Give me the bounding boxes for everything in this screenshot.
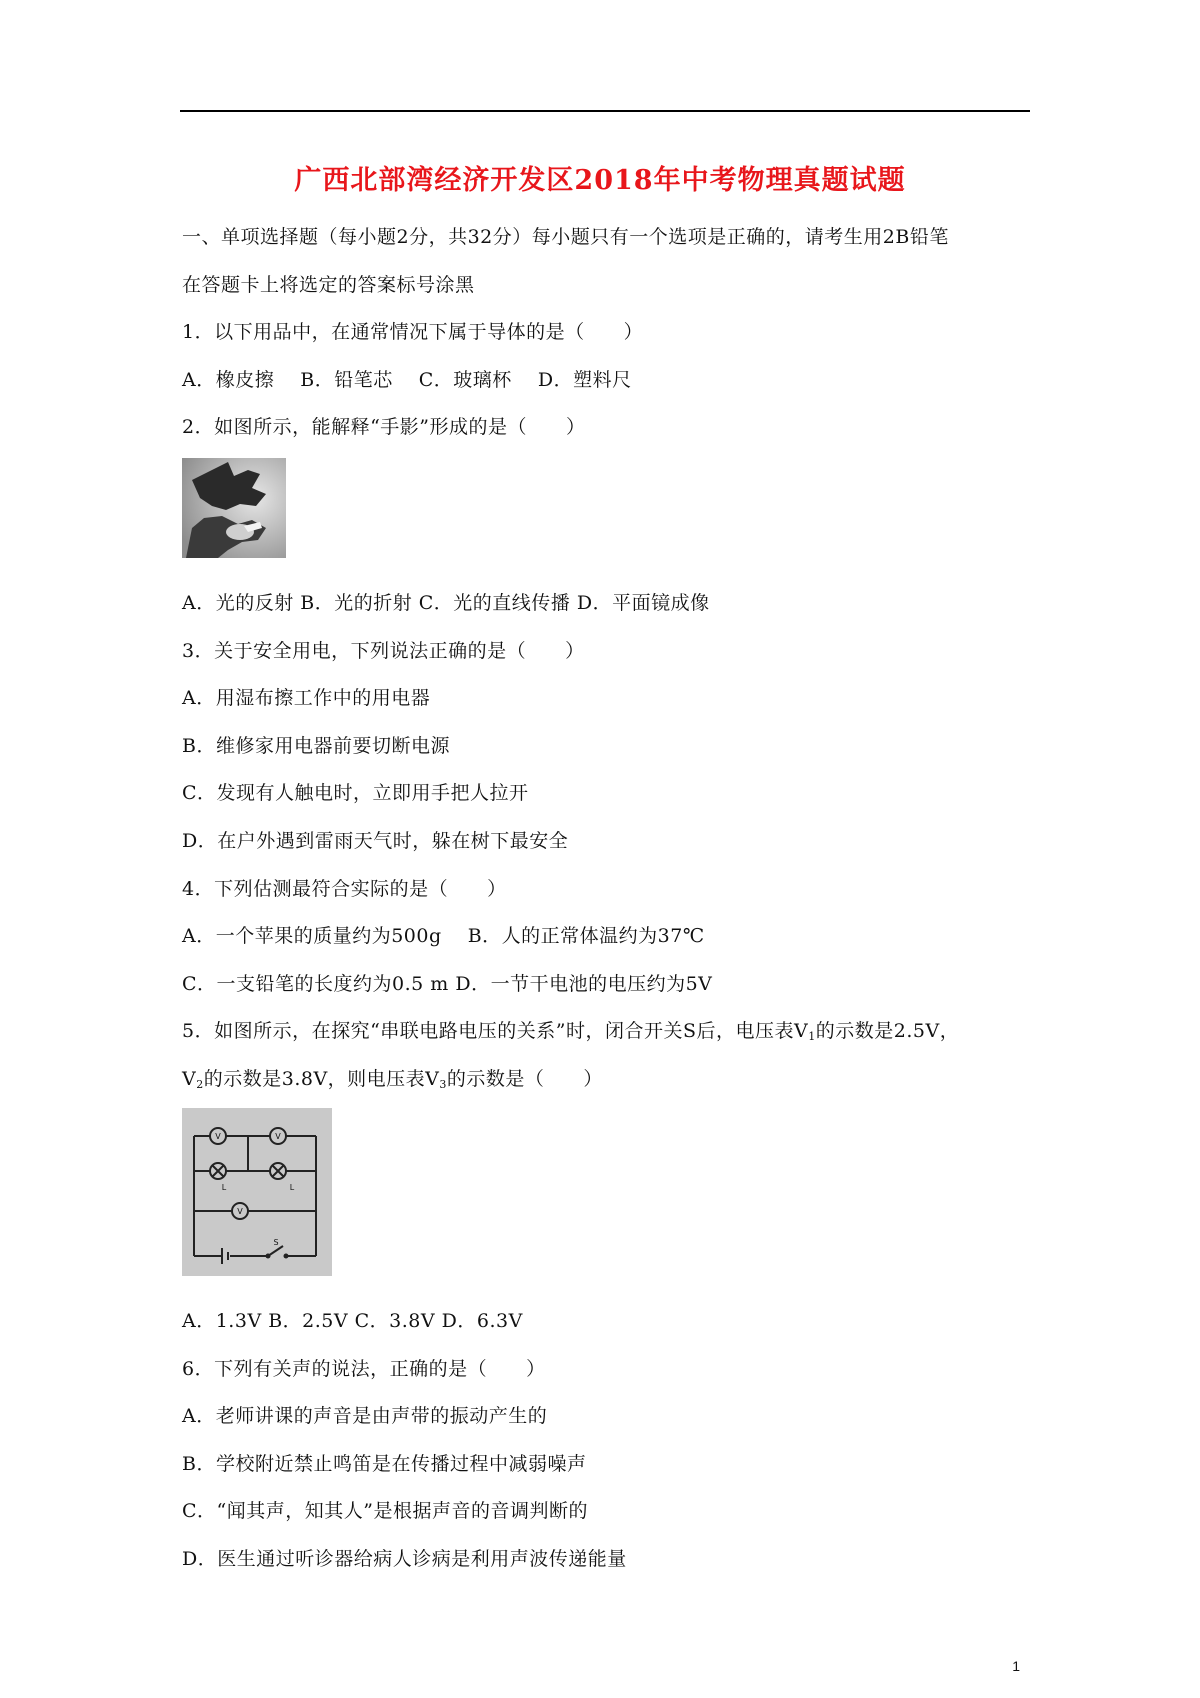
q3-stem: 3．关于安全用电，下列说法正确的是（ ） <box>182 640 585 662</box>
svg-text:L: L <box>289 1183 295 1192</box>
svg-text:V: V <box>237 1207 243 1216</box>
q1-stem: 1．以下用品中，在通常情况下属于导体的是（ ） <box>182 321 644 343</box>
q3-option-d: D．在户外遇到雷雨天气时，躲在树下最安全 <box>182 830 569 852</box>
q6-option-b: B．学校附近禁止鸣笛是在传播过程中减弱噪声 <box>182 1453 587 1475</box>
q6-option-a: A．老师讲课的声音是由声带的振动产生的 <box>182 1405 548 1427</box>
section-instruction-line1: 一、单项选择题（每小题2分，共32分）每小题只有一个选项是正确的，请考生用2B铅笔 <box>182 226 949 248</box>
q6-stem: 6．下列有关声的说法，正确的是（ ） <box>182 1358 546 1380</box>
q5-stem-line1: 5．如图所示，在探究“串联电路电压的关系”时，闭合开关S后，电压表$V_1$的示数是2.5V， <box>182 1020 960 1043</box>
svg-text:V: V <box>215 1132 221 1141</box>
q6-option-d: D．医生通过听诊器给病人诊病是利用声波传递能量 <box>182 1548 627 1570</box>
svg-text:S: S <box>273 1238 279 1247</box>
q4-options-ab: A．一个苹果的质量约为500g B．人的正常体温约为37℃ <box>182 925 705 947</box>
hand-shadow-image <box>182 458 286 562</box>
page-title: 广西北部湾经济开发区2018年中考物理真题试题 <box>294 165 906 196</box>
q3-option-c: C．发现有人触电时，立即用手把人拉开 <box>182 782 529 804</box>
svg-text:L: L <box>221 1183 227 1192</box>
section-instruction-line2: 在答题卡上将选定的答案标号涂黑 <box>182 274 475 296</box>
header-rule <box>180 110 1030 112</box>
q3-option-b: B．维修家用电器前要切断电源 <box>182 735 450 757</box>
q5-stem-line2: $V_2$的示数是3.8V，则电压表$V_3$的示数是（ ） <box>182 1068 603 1091</box>
q4-options-cd: C．一支铅笔的长度约为0.5 m D．一节干电池的电压约为5V <box>182 973 713 995</box>
q4-stem: 4．下列估测最符合实际的是（ ） <box>182 878 507 900</box>
circuit-diagram-image <box>182 1108 332 1280</box>
svg-text:V: V <box>275 1132 281 1141</box>
q1-options: A．橡皮擦 B．铅笔芯 C．玻璃杯 D．塑料尺 <box>182 369 632 391</box>
page-number: 1 <box>1012 1658 1020 1674</box>
q2-stem: 2．如图所示，能解释“手影”形成的是（ ） <box>182 416 586 438</box>
q6-option-c: C．“闻其声，知其人”是根据声音的音调判断的 <box>182 1500 588 1522</box>
q5-options: A．1.3V B．2.5V C．3.8V D．6.3V <box>182 1310 523 1332</box>
q2-options: A．光的反射 B．光的折射 C．光的直线传播 D．平面镜成像 <box>182 592 710 614</box>
q3-option-a: A．用湿布擦工作中的用电器 <box>182 687 431 709</box>
